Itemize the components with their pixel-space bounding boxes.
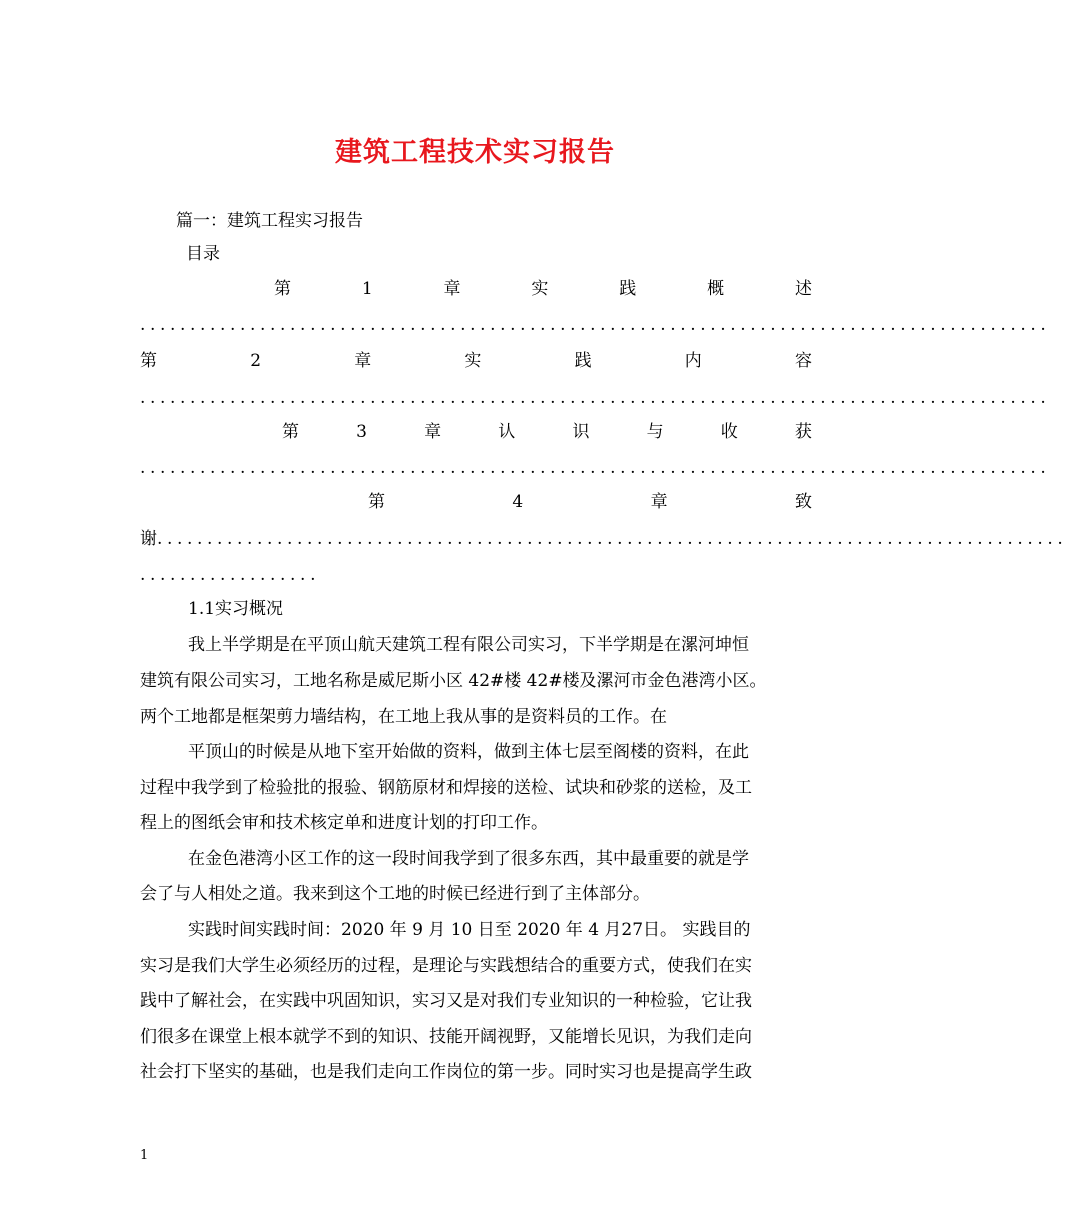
toc-word: 获 [794, 422, 812, 442]
toc-label: 目录 [186, 244, 220, 264]
toc-word: 认 [498, 422, 516, 442]
paragraph-line: 实践时间实践时间：2020 年 9 月 10 日至 2020 年 4 月27日。 实践目的 [188, 920, 751, 940]
toc-entry-3[interactable] [282, 421, 812, 443]
paragraph-line: 建筑有限公司实习，工地名称是威尼斯小区 42#楼 42#楼及漯河市金色港湾小区。 [140, 671, 767, 691]
paragraph-line: 两个工地都是框架剪力墙结构，在工地上我从事的是资料员的工作。在 [140, 707, 667, 727]
toc-word: 概 [707, 279, 725, 299]
paragraph-line: 过程中我学到了检验批的报验、钢筋原材和焊接的送检、试块和砂浆的送检，及工 [140, 778, 752, 798]
toc-entry-1[interactable] [274, 278, 812, 300]
toc-word: 与 [646, 422, 664, 442]
toc-word: 识 [572, 422, 590, 442]
paragraph-line: 们很多在课堂上根本就学不到的知识、技能开阔视野，又能增长见识，为我们走向 [140, 1027, 752, 1047]
toc-word: 章 [443, 279, 461, 299]
toc-word: 3 [356, 422, 367, 442]
toc-word: 章 [650, 492, 668, 512]
toc-word: 述 [794, 279, 812, 299]
paragraph-line: 我上半学期是在平顶山航天建筑工程有限公司实习，下半学期是在漯河坤恒 [188, 635, 749, 655]
toc-entry-4-continued [140, 528, 1067, 550]
toc-word: 章 [424, 422, 442, 442]
toc-word: 谢 [140, 529, 157, 549]
chapter-heading: 篇一：建筑工程实习报告 [176, 211, 363, 231]
toc-word: 内 [684, 351, 702, 371]
paragraph-line: 社会打下坚实的基础，也是我们走向工作岗位的第一步。同时实习也是提高学生政 [140, 1062, 752, 1082]
toc-entry-2[interactable] [140, 350, 812, 372]
toc-word: 致 [795, 492, 812, 512]
paragraph-line: 实习是我们大学生必须经历的过程，是理论与实践想结合的重要方式，使我们在实 [140, 956, 752, 976]
paragraph-line: 程上的图纸会审和技术核定单和进度计划的打印工作。 [140, 813, 548, 833]
toc-word: 践 [574, 351, 592, 371]
toc-word: 第 [368, 492, 385, 512]
paragraph-line: 在金色港湾小区工作的这一段时间我学到了很多东西，其中最重要的就是学 [188, 849, 749, 869]
toc-entry-4[interactable] [368, 491, 812, 513]
paragraph-line: 平顶山的时候是从地下室开始做的资料，做到主体七层至阁楼的资料，在此 [188, 742, 749, 762]
toc-word: 1 [361, 279, 373, 299]
toc-word: 实 [531, 279, 549, 299]
toc-word: 容 [794, 351, 812, 371]
toc-word: 2 [250, 351, 262, 371]
toc-leader-dots: ........................................................................................... [157, 529, 1067, 549]
toc-word: 第 [140, 351, 157, 371]
paragraph-line: 会了与人相处之道。我来到这个工地的时候已经进行到了主体部分。 [140, 884, 650, 904]
toc-leader-dots: ........................................................................................... [140, 315, 1051, 335]
section-title: 1.1实习概况 [188, 599, 284, 619]
toc-leader-dots: .................. [140, 565, 321, 585]
toc-word: 章 [354, 351, 372, 371]
toc-word: 第 [274, 279, 291, 299]
toc-leader-dots: ........................................................................................... [140, 388, 1051, 408]
toc-word: 4 [512, 492, 524, 512]
document-title: 建筑工程技术实习报告 [335, 137, 615, 168]
page-number: 1 [140, 1148, 149, 1163]
toc-word: 践 [619, 279, 637, 299]
toc-word: 实 [464, 351, 482, 371]
paragraph-line: 践中了解社会，在实践中巩固知识，实习又是对我们专业知识的一种检验，它让我 [140, 991, 752, 1011]
toc-word: 收 [720, 422, 738, 442]
toc-word: 第 [282, 422, 299, 442]
toc-leader-dots: ........................................................................................... [140, 458, 1051, 478]
